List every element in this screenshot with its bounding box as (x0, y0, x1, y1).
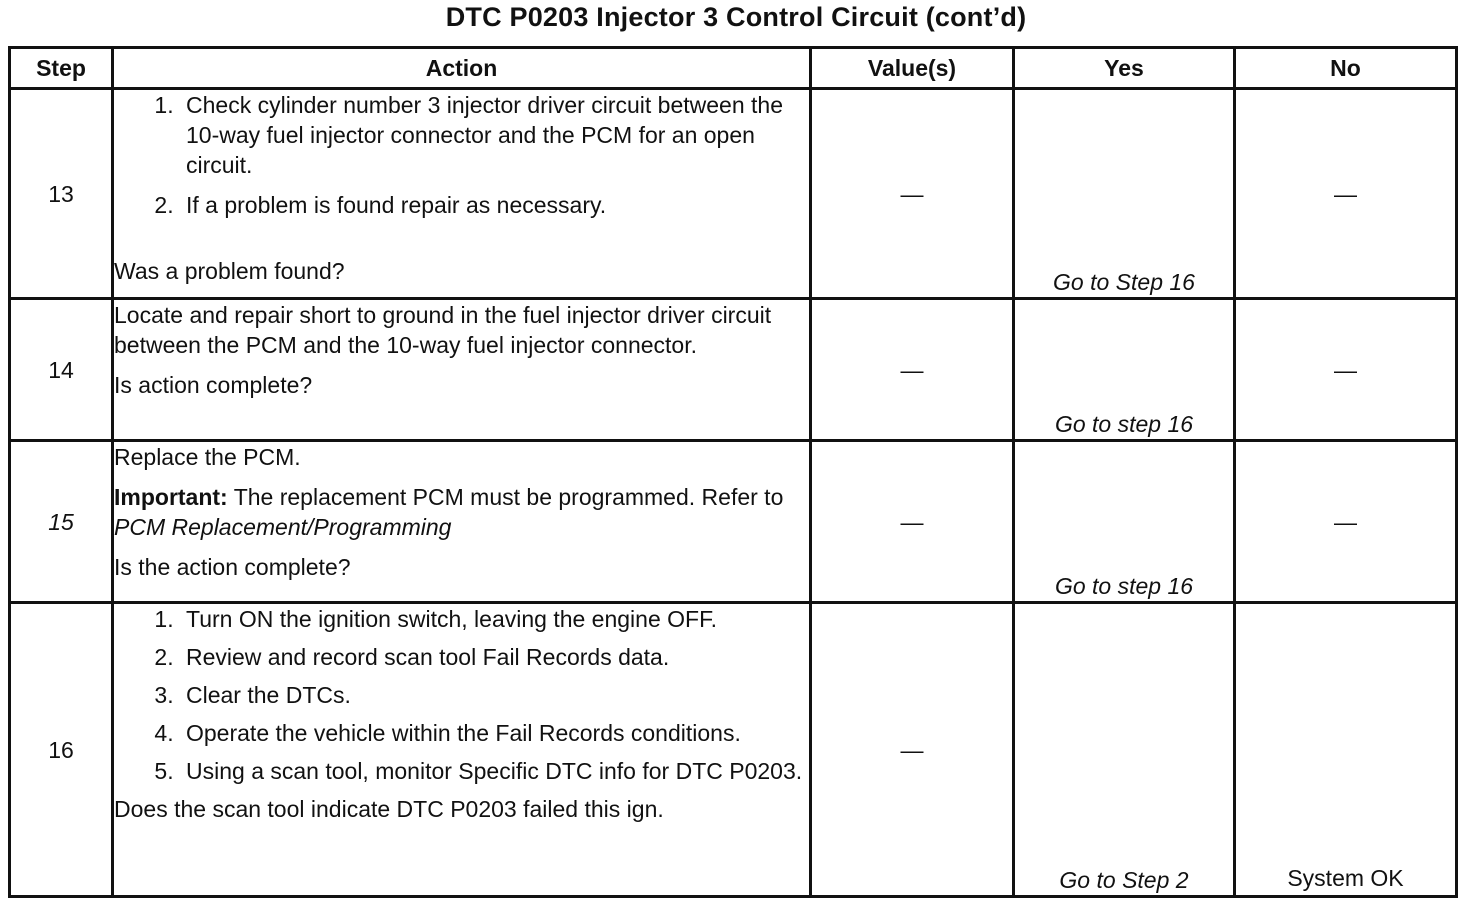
step-number: 16 (10, 603, 113, 897)
action-cell (113, 441, 811, 603)
value-cell: — (811, 299, 1014, 441)
diagnostic-table (8, 46, 1458, 898)
value-cell: — (811, 603, 1014, 897)
action-cell (113, 299, 811, 441)
header-yes: Yes (1014, 48, 1235, 89)
action-list-item: 1. Check cylinder number 3 injector driver circuit between the 10-way fuel injector connector and the PCM for an open circuit. (180, 90, 809, 180)
no-cell: — (1235, 441, 1457, 603)
table-row-step-14 (10, 299, 1457, 441)
action-list-item: 3. Clear the DTCs. (180, 680, 809, 710)
table-row-step-16 (10, 603, 1457, 897)
no-cell: — (1235, 89, 1457, 299)
action-list-item: 2. Review and record scan tool Fail Records data. (180, 642, 809, 672)
action-cell (113, 603, 811, 897)
yes-cell: Go to step 16 (1014, 441, 1235, 603)
header-action: Action (113, 48, 811, 89)
important-text: The replacement PCM must be programmed. Refer to (227, 484, 784, 510)
value-cell: — (811, 89, 1014, 299)
yes-cell: Go to step 16 (1014, 299, 1235, 441)
important-label: Important: (114, 484, 228, 510)
table-row-step-15 (10, 441, 1457, 603)
action-list-item: 4. Operate the vehicle within the Fail Records conditions. (180, 718, 809, 748)
step-number: 13 (10, 89, 113, 299)
action-cell (113, 89, 811, 299)
header-step: Step (10, 48, 113, 89)
page-title: DTC P0203 Injector 3 Control Circuit (cont’d) (445, 2, 1027, 32)
table-row-step-13 (10, 89, 1457, 299)
action-list (114, 90, 809, 220)
header-no: No (1235, 48, 1457, 89)
action-text: Locate and repair short to ground in the fuel injector driver circuit between the PCM and the 10-way fuel injector connector. (114, 302, 772, 358)
important-note (114, 482, 809, 542)
no-cell: — (1235, 299, 1457, 441)
no-cell: System OK (1235, 603, 1457, 897)
action-question: Does the scan tool indicate DTC P0203 failed this ign. (114, 796, 664, 822)
step-number: 15 (10, 441, 113, 603)
header-row (10, 48, 1457, 89)
action-text: Replace the PCM. (114, 444, 301, 470)
action-question: Is action complete? (114, 372, 313, 398)
yes-cell: Go to Step 16 (1014, 89, 1235, 299)
action-list-item: 5. Using a scan tool, monitor Specific DTC info for DTC P0203. (180, 756, 809, 786)
action-question: Is the action complete? (114, 554, 351, 580)
action-list-item: 1. Turn ON the ignition switch, leaving the engine OFF. (180, 604, 809, 634)
action-list (114, 604, 809, 786)
important-reference: PCM Replacement/Programming (114, 514, 452, 540)
header-values: Value(s) (811, 48, 1014, 89)
action-list-item: 2. If a problem is found repair as necessary. (180, 190, 809, 220)
yes-cell: Go to Step 2 (1014, 603, 1235, 897)
value-cell: — (811, 441, 1014, 603)
step-number: 14 (10, 299, 113, 441)
action-question: Was a problem found? (114, 258, 345, 284)
